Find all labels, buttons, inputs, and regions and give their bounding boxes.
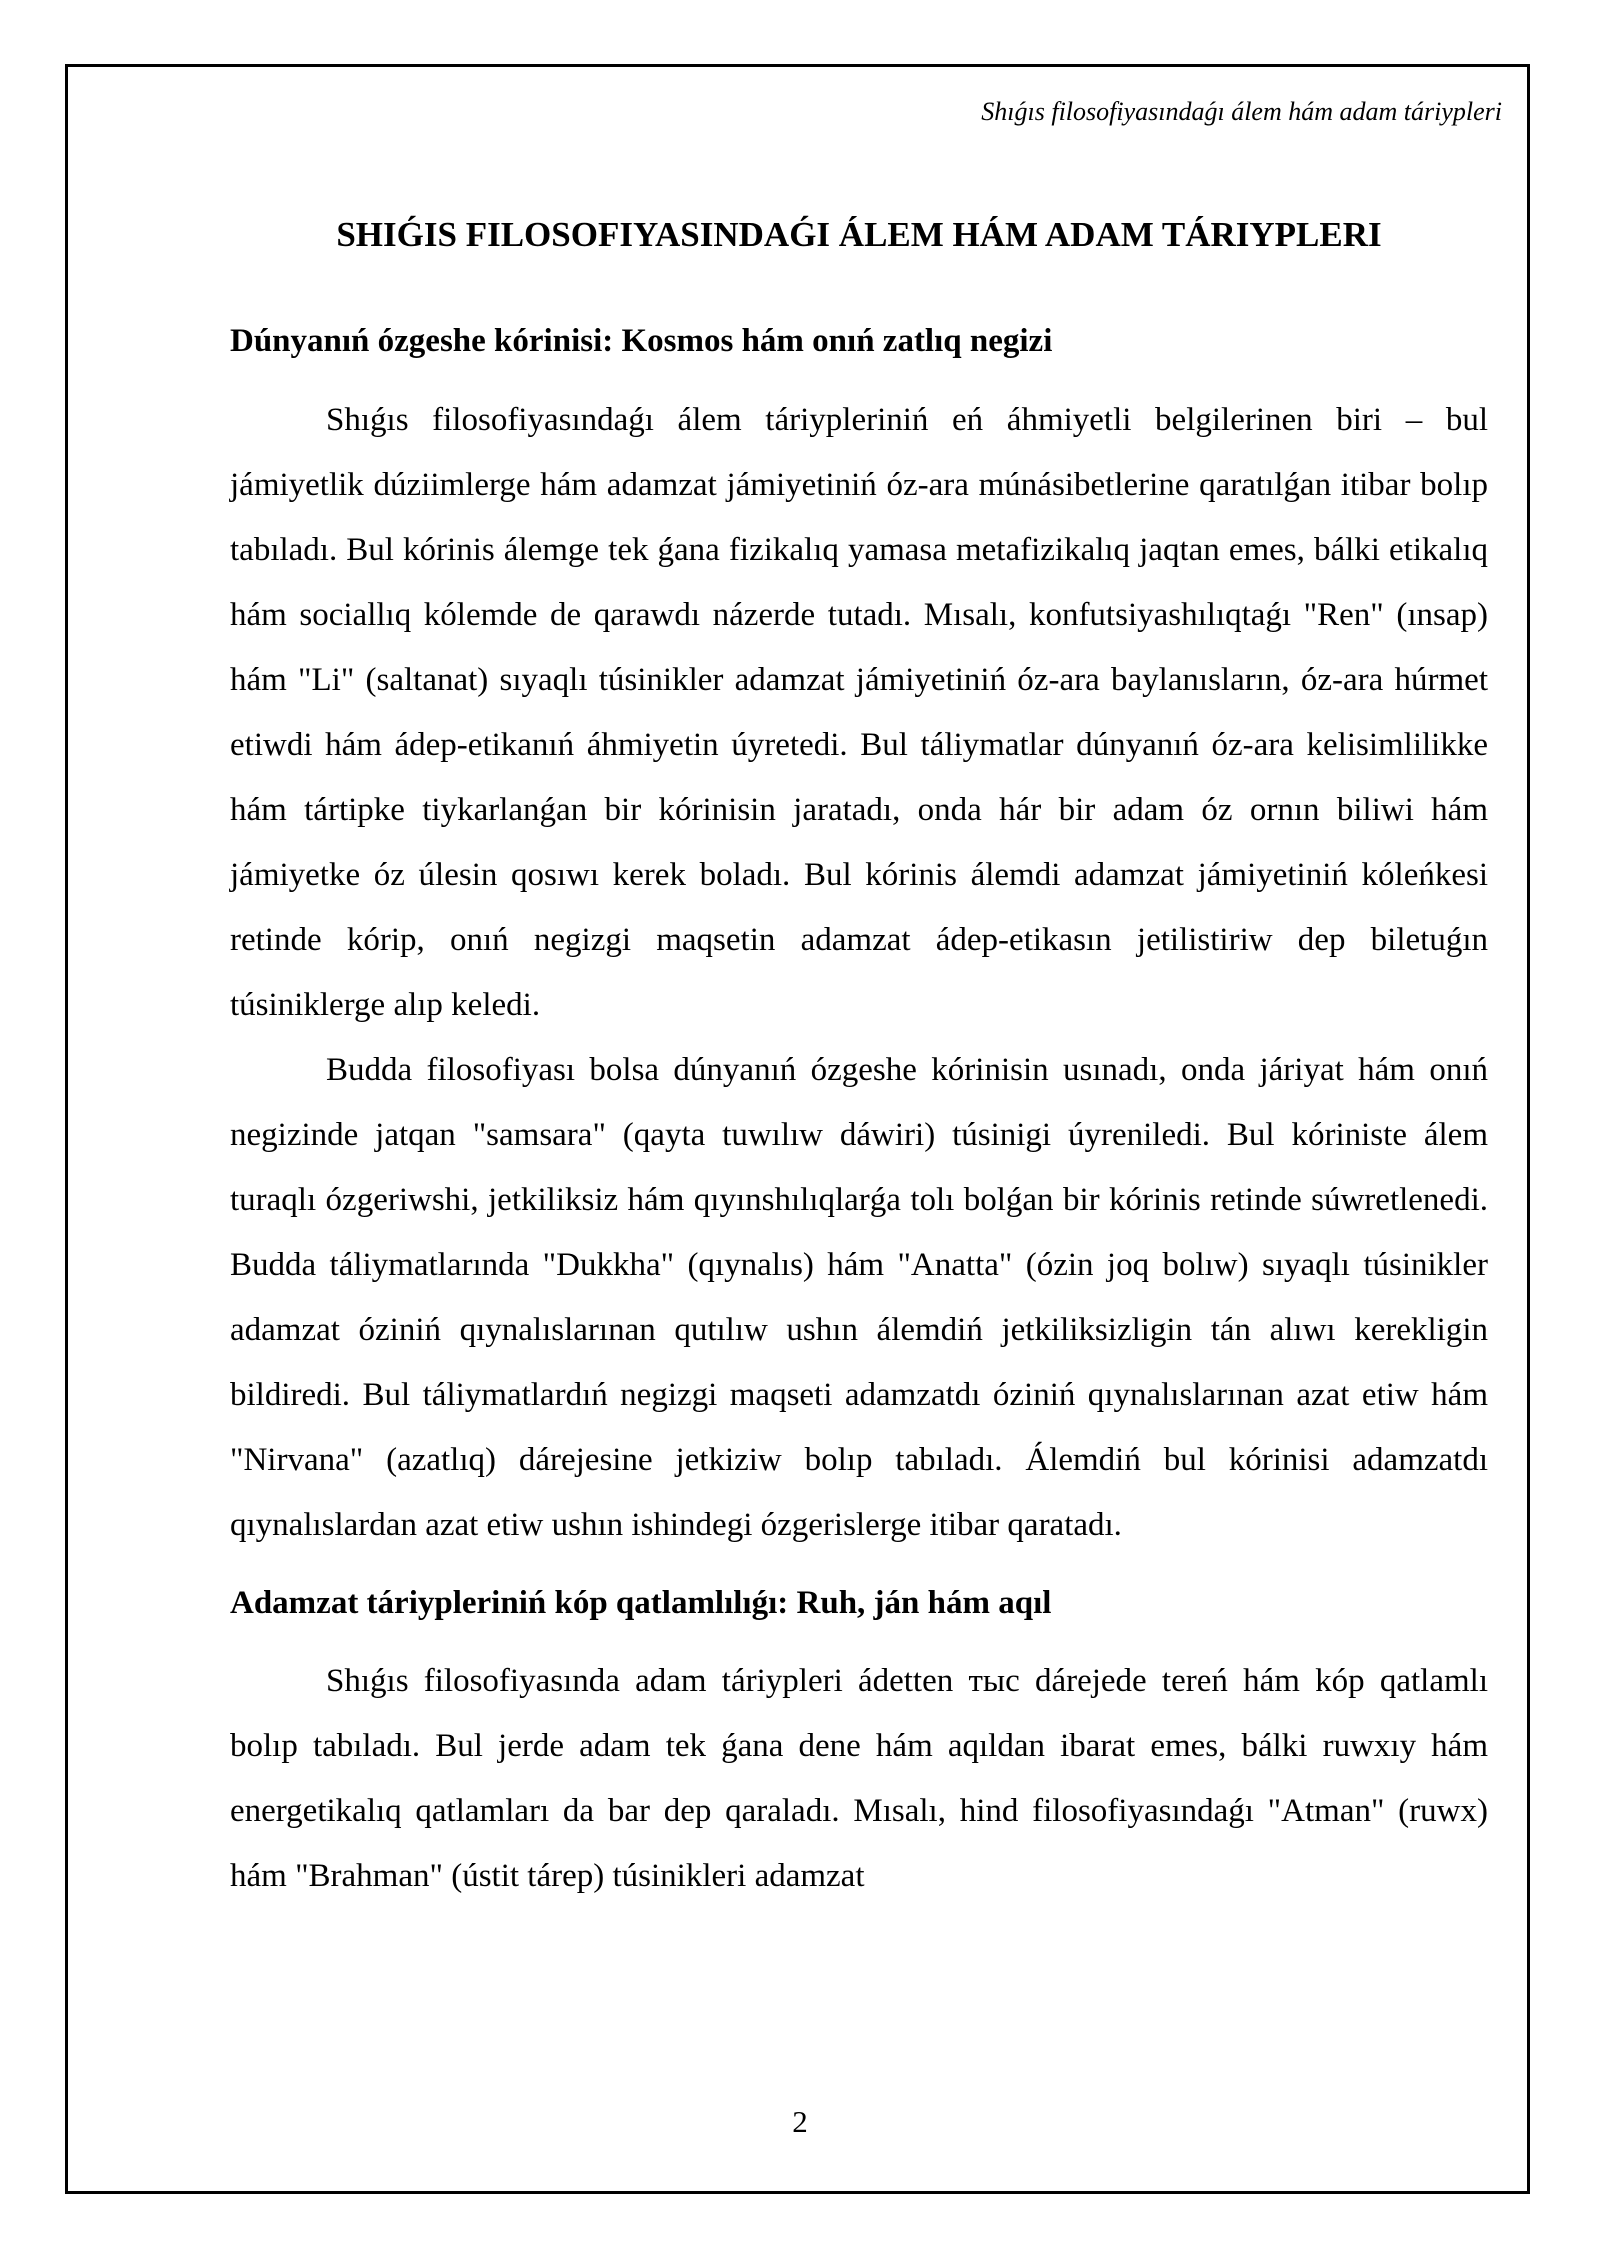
- page-number: 2: [792, 2104, 808, 2139]
- paragraph: Shıǵıs filosofiyasında adam táriypleri ádetten тыс dárejede tereń hám kóp qatlamlı bolıp tabıladı. Bul jerde adam tek ǵana dene hám aqıldan ibarat emes, bálki ruwxıy hám energetikalıq qatlamları da bar dep qaraladı. Mısalı, hind filosofiyasındaǵı "Atman" (ruwx) hám "Brahman" (ústit tárep) túsinikleri adamzat: [230, 1663, 1488, 1895]
- section-heading: Adamzat táriypleriniń kóp qatlamlılıǵı: Ruh, ján hám aqıl: [230, 1584, 1052, 1621]
- section-heading: Dúnyanıń ózgeshe kórinisi: Kosmos hám onıń zatlıq negizi: [230, 323, 1053, 359]
- page-title: SHIǴIS FILOSOFIYASINDAǴI ÁLEM HÁM ADAM TÁRIYPLERI: [336, 215, 1382, 254]
- paragraph: Shıǵıs filosofiyasındaǵı álem táriypleriniń eń áhmiyetli belgilerinen biri – bul jámiyetlik dúziimlerge hám adamzat jámiyetiniń óz-ara múnásibetlerine qaratılǵan itibar bolıp tabıladı. Bul kórinis álemge tek ǵana fizikalıq yamasa metafizikalıq jaqtan emes, bálki etikalıq hám sociallıq kólemde de qarawdı názerde tutadı. Mısalı, konfutsiyashılıqtaǵı "Ren" (ınsap) hám "Li" (saltanat) sıyaqlı túsinikler adamzat jámiyetiniń óz-ara baylanısların, óz-ara húrmet etiwdi hám ádep-etikanıń áhmiyetin úyretedi. Bul táliymatlar dúnyanıń óz-ara kelisimlilikke hám tártipke tiykarlanǵan bir kórinisin jaratadı, onda hár bir adam óz ornın biliwi hám jámiyetke óz úlesin qosıwı kerek boladı. Bul kórinis álemdi adamzat jámiyetiniń kóleńkesi retinde kórip, onıń negizgi maqsetin adamzat ádep-etikasın jetilistiriw dep biletuǵın túsiniklerge alıp keledi.: [230, 401, 1488, 1023]
- running-header: Shıǵıs filosofiyasındaǵı álem hám adam táriypleri: [981, 97, 1502, 126]
- document-body: [230, 206, 1488, 1909]
- paragraph: Budda filosofiyası bolsa dúnyanıń ózgeshe kórinisin usınadı, onda járiyat hám onıń negizinde jatqan "samsara" (qayta tuwılıw dáwiri) túsinigi úyreniledi. Bul kóriniste álem turaqlı ózgeriwshi, jetkiliksiz hám qıyınshılıqlarǵa tolı bolǵan bir kórinis retinde súwretlenedi. Budda táliymatlarında "Dukkha" (qıynalıs) hám "Anatta" (ózin joq bolıw) sıyaqlı túsinikler adamzat óziniń qıynalıslarınan qutılıw ushın álemdiń jetkiliksizligin tán alıwı kerekligin bildiredi. Bul táliymatlardıń negizgi maqseti adamzatdı óziniń qıynalıslarınan azat etiw hám "Nirvana" (azatlıq) dárejesine jetkiziw bolıp tabıladı. Álemdiń bul kórinisi adamzatdı qıynalıslardan azat etiw ushın ishindegi ózgerislerge itibar qaratadı.: [230, 1051, 1488, 1543]
